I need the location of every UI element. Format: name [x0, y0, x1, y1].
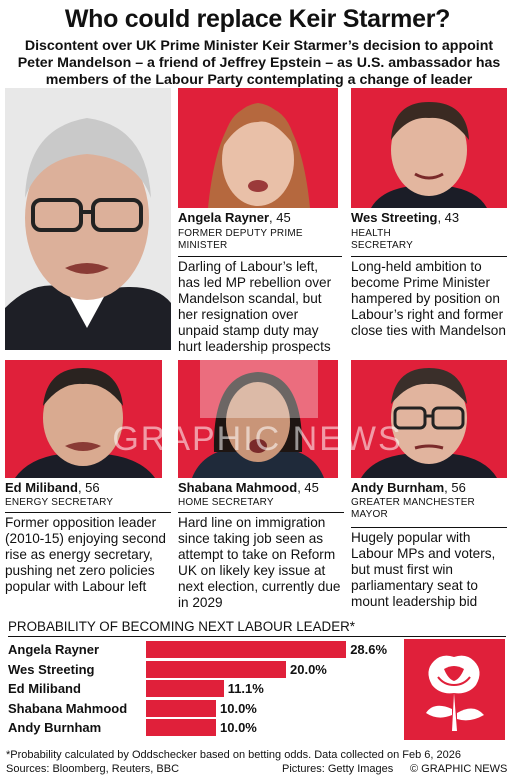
brand-credit: © GRAPHIC NEWS: [410, 763, 508, 775]
bar-value-label: 10.0%: [220, 720, 257, 735]
rayner-photo: [178, 88, 338, 208]
mahmood-name-line: [178, 480, 319, 495]
burnham-desc: Hugely popular with Labour MPs and voters, but must first win parliamentary seat to mount leadership bid: [351, 527, 507, 610]
bar: [146, 680, 224, 697]
candidate-age: , 56: [77, 480, 100, 495]
rayner-role: FORMER DEPUTY PRIME MINISTER: [178, 228, 303, 251]
burnham-role: GREATER MANCHESTER MAYOR: [351, 497, 475, 520]
candidate-name: Ed Miliband: [5, 480, 78, 495]
streeting-photo: [351, 88, 507, 208]
bar: [146, 661, 286, 678]
watermark: GRAPHIC NEWS: [112, 420, 403, 458]
streeting-role: HEALTH SECRETARY: [351, 228, 414, 251]
rayner-desc: Darling of Labour’s left, has led MP rebellion over Mandelson scandal, but her resignation over unpaid stamp duty may hurt leadership prospects: [178, 256, 342, 355]
candidate-age: , 45: [297, 480, 319, 495]
burnham-name-line: [351, 480, 466, 495]
candidate-name: Andy Burnham: [351, 480, 445, 495]
bar: [146, 700, 216, 717]
bar-label: Ed Miliband: [8, 681, 81, 696]
footnote: *Probability calculated by Oddschecker based on betting odds. Data collected on Feb 6, 2026: [6, 749, 461, 761]
candidate-age: , 45: [269, 210, 291, 225]
bar-value-label: 10.0%: [220, 700, 257, 716]
sources: Sources: Bloomberg, Reuters, BBC: [6, 763, 180, 775]
bar-label: Angela Rayner: [8, 642, 100, 657]
miliband-desc: Former opposition leader (2010-15) enjoying second rise as energy secretary, pushing net zero policies popular with Labour left: [5, 512, 171, 595]
chart-title: PROBABILITY OF BECOMING NEXT LABOUR LEADER*: [8, 619, 506, 637]
streeting-desc: Long-held ambition to become Prime Minister hampered by position on Labour’s right and former close ties with Mandelson: [351, 256, 507, 339]
bar-row: [8, 680, 398, 697]
bar-label: Shabana Mahmood: [8, 700, 128, 716]
miliband-role: ENERGY SECRETARY: [5, 497, 114, 508]
bar-row: [8, 641, 398, 658]
bar: [146, 719, 216, 736]
candidate-age: , 43: [437, 210, 460, 225]
bar-value-label: 11.1%: [227, 681, 264, 696]
miliband-name-line: [5, 480, 100, 495]
miliband-photo: [5, 360, 162, 478]
bar-label: Wes Streeting: [8, 661, 95, 677]
bar-row: [8, 700, 398, 717]
streeting-name-line: [351, 210, 459, 225]
mahmood-desc: Hard line on immigration since taking job seen as attempt to take on Reform UK on likely key issue at next election, currently due in 2029: [178, 512, 344, 611]
starmer-photo: [5, 88, 171, 350]
candidate-name: Angela Rayner: [178, 210, 270, 225]
bar: [146, 641, 346, 658]
mahmood-role: HOME SECRETARY: [178, 497, 274, 508]
bar-value-label: 20.0%: [290, 661, 327, 677]
labour-rose-logo: [404, 639, 505, 740]
burnham-photo: [351, 360, 507, 478]
picture-credit: Pictures: Getty Images: [282, 763, 394, 775]
bar-value-label: 28.6%: [350, 642, 388, 657]
page-subtitle: Discontent over UK Prime Minister Keir Starmer’s decision to appoint Peter Mandelson – a friend of Jeffrey Epstein – as U.S. ambassador has members of the Labour Party contemplating a change of leader: [17, 38, 501, 88]
bar-row: [8, 719, 398, 736]
bar-row: [8, 661, 398, 678]
candidate-name: Shabana Mahmood: [178, 480, 298, 495]
bar-label: Andy Burnham: [8, 720, 102, 735]
candidate-name: Wes Streeting: [351, 210, 438, 225]
page-title: Who could replace Keir Starmer?: [64, 5, 451, 33]
candidate-age: , 56: [444, 480, 466, 495]
rayner-name-line: [178, 210, 291, 225]
mahmood-photo: [178, 360, 338, 478]
